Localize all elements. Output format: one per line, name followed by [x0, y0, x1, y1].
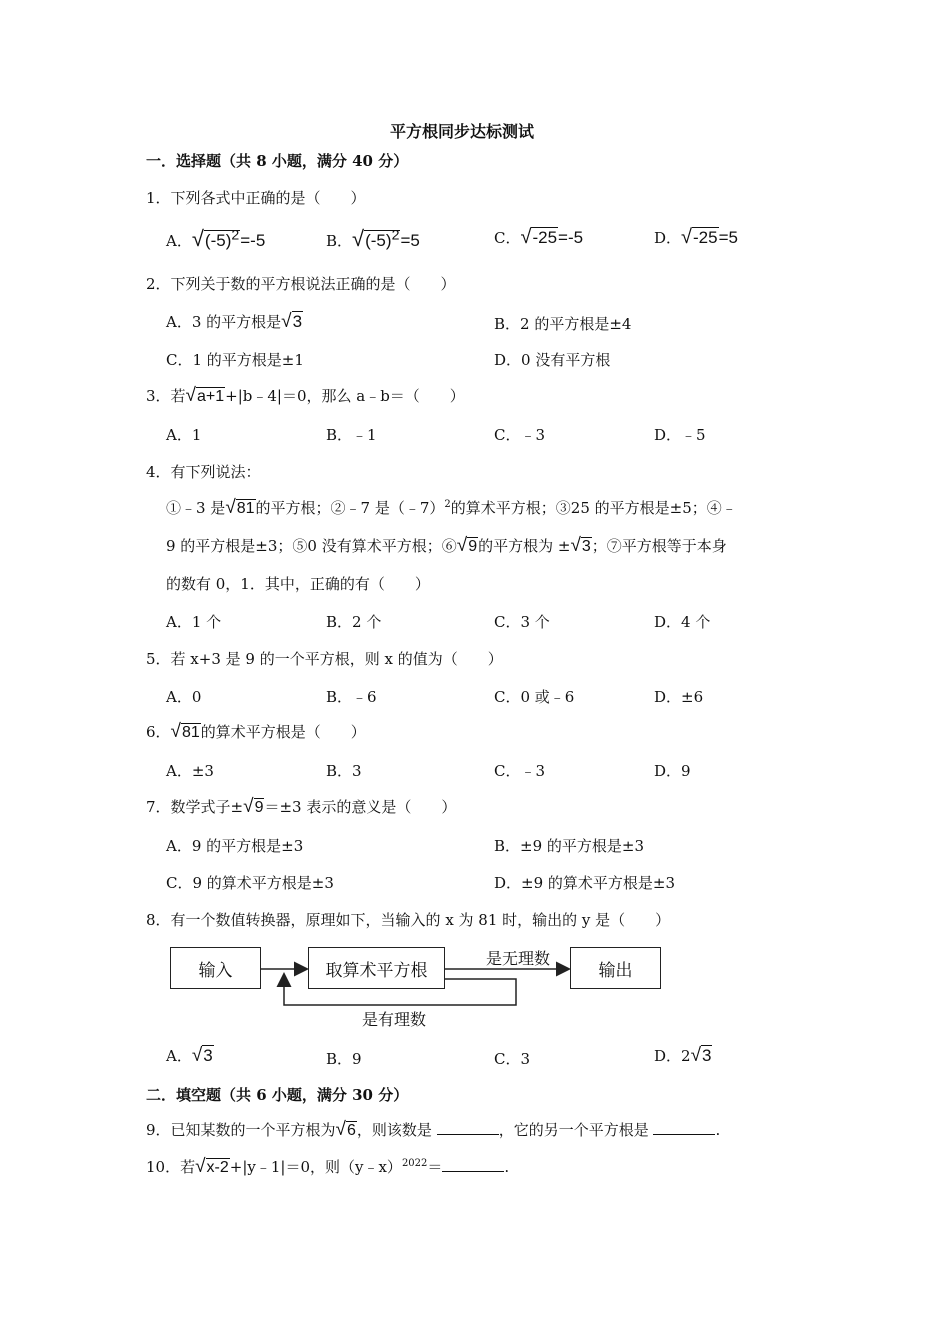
- q7-option-d: D．±9 的算术平方根是±3: [494, 874, 676, 892]
- radicand: 3: [203, 1046, 213, 1065]
- q6-option-d: D．9: [654, 762, 691, 780]
- q4-line2: 9 的平方根是±3；⑤0 没有算术平方根；⑥√9的平方根为 ±√3；⑦平方根等于本身: [166, 535, 727, 556]
- q1-stem: 1．下列各式中正确的是（ ）: [146, 189, 366, 207]
- option-label: D．: [654, 229, 682, 247]
- radicand: (-5): [204, 231, 232, 250]
- q1-option-c: C．√-25=-5: [494, 226, 584, 248]
- q4-option-b: B．2 个: [326, 613, 382, 631]
- q4-line1: ①﹣3 是√81的平方根；②﹣7 是（﹣7）$^2$的算术平方根；③25 的平方根是±5；④﹣: [166, 497, 737, 518]
- q10-stem: 10．若√x-2+|y﹣1|＝0，则（y﹣x）$^{2022}$＝ .: [146, 1156, 510, 1177]
- option-rest: =-5: [558, 228, 584, 247]
- q2-option-b: B．2 的平方根是±4: [494, 315, 632, 333]
- q2-option-c: C．1 的平方根是±1: [166, 351, 304, 369]
- answer-blank[interactable]: [437, 1134, 499, 1135]
- q9-stem: 9．已知某数的一个平方根为√6，则该数是 ，它的另一个平方根是 .: [146, 1119, 721, 1140]
- q5-option-d: D．±6: [654, 688, 704, 706]
- radicand: 3: [702, 1046, 712, 1065]
- section-heading-choice: 一．选择题（共 8 小题，满分 40 分）: [146, 152, 409, 170]
- option-rest: =5: [718, 228, 738, 247]
- q2-option-a: A．3 的平方根是√3: [166, 311, 303, 332]
- q8-option-b: B．9: [326, 1050, 362, 1068]
- q1-option-b: B．$√(-5)^2=5$: [326, 226, 420, 251]
- q5-option-c: C．0 或﹣6: [494, 688, 575, 706]
- radicand: -25: [693, 228, 718, 247]
- flow-process-box: 取算术平方根: [308, 947, 445, 989]
- option-rest: =-5: [240, 231, 266, 250]
- option-label: B．: [326, 232, 353, 250]
- q1-option-a: A．$√(-5)^2=-5$: [166, 226, 266, 251]
- q4-stem: 4．有下列说法：: [146, 463, 261, 481]
- flow-rational-label: 是有理数: [362, 1010, 427, 1029]
- q5-stem: 5．若 x+3 是 9 的一个平方根，则 x 的值为（ ）: [146, 650, 503, 668]
- exponent: 2022: [401, 1158, 428, 1169]
- q5-option-a: A．0: [166, 688, 202, 706]
- q3-option-b: B．﹣1: [326, 426, 377, 444]
- q6-stem: 6．√81的算术平方根是（ ）: [146, 721, 366, 742]
- q1-option-d: D．√-25=5: [654, 226, 738, 248]
- q6-option-b: B．3: [326, 762, 362, 780]
- section-heading-fill: 二．填空题（共 6 小题，满分 30 分）: [146, 1086, 409, 1104]
- flow-irrational-label: 是无理数: [486, 949, 551, 968]
- flow-output-box: 输出: [570, 947, 661, 989]
- radicand: -25: [532, 228, 558, 247]
- radicand: 81: [181, 724, 200, 741]
- q6-option-c: C．﹣3: [494, 762, 546, 780]
- option-label: A．: [166, 232, 192, 250]
- radicand: x-2: [206, 1159, 229, 1176]
- stem-pre: 3．若: [146, 387, 186, 405]
- radicand: 3: [292, 312, 303, 331]
- q7-option-b: B．±9 的平方根是±3: [494, 837, 645, 855]
- exponent: 2: [391, 227, 400, 244]
- q4-option-d: D．4 个: [654, 613, 711, 631]
- answer-blank[interactable]: [653, 1134, 715, 1135]
- stem-post: +|b﹣4|＝0，那么 a﹣b＝（ ）: [225, 387, 465, 405]
- exponent: 2: [231, 227, 240, 244]
- q8-option-c: C．3: [494, 1050, 531, 1068]
- radicand: 6: [346, 1122, 356, 1139]
- flow-input-box: 输入: [170, 947, 261, 989]
- q2-stem: 2．下列关于数的平方根说法正确的是（ ）: [146, 275, 456, 293]
- q3-option-d: D．﹣5: [654, 426, 706, 444]
- q8-option-a: A．√3: [166, 1045, 213, 1066]
- q7-option-c: C．9 的算术平方根是±3: [166, 874, 334, 892]
- q3-option-a: A．1: [166, 426, 202, 444]
- q7-stem: 7．数学式子±√9＝±3 表示的意义是（ ）: [146, 796, 457, 817]
- option-text: A．3 的平方根是: [166, 313, 282, 331]
- radicand: 9: [468, 538, 478, 555]
- page-title: 平方根同步达标测试: [390, 122, 535, 141]
- option-rest: =5: [400, 231, 420, 250]
- radicand: a+1: [196, 388, 225, 405]
- q6-option-a: A．±3: [166, 762, 214, 780]
- q3-stem: 3．若√a+1+|b﹣4|＝0，那么 a﹣b＝（ ）: [146, 385, 465, 406]
- q4-line3: 的数有 0，1．其中，正确的有（ ）: [166, 575, 430, 593]
- radicand: (-5): [365, 231, 392, 250]
- radicand: 3: [581, 538, 591, 555]
- radicand: 9: [254, 799, 264, 816]
- q4-option-c: C．3 个: [494, 613, 550, 631]
- q4-option-a: A．1 个: [166, 613, 222, 631]
- q7-option-a: A．9 的平方根是±3: [166, 837, 304, 855]
- answer-blank[interactable]: [442, 1171, 504, 1172]
- conversion-flowchart: [168, 943, 668, 1033]
- option-label: C．: [494, 229, 521, 247]
- q5-option-b: B．﹣6: [326, 688, 377, 706]
- radicand: 81: [236, 500, 255, 517]
- q2-option-d: D．0 没有平方根: [494, 351, 611, 369]
- exponent: 2: [444, 499, 451, 510]
- q3-option-c: C．﹣3: [494, 426, 546, 444]
- q8-option-d: D．2√3: [654, 1045, 712, 1066]
- q8-stem: 8．有一个数值转换器，原理如下，当输入的 x 为 81 时，输出的 y 是（ ）: [146, 911, 671, 929]
